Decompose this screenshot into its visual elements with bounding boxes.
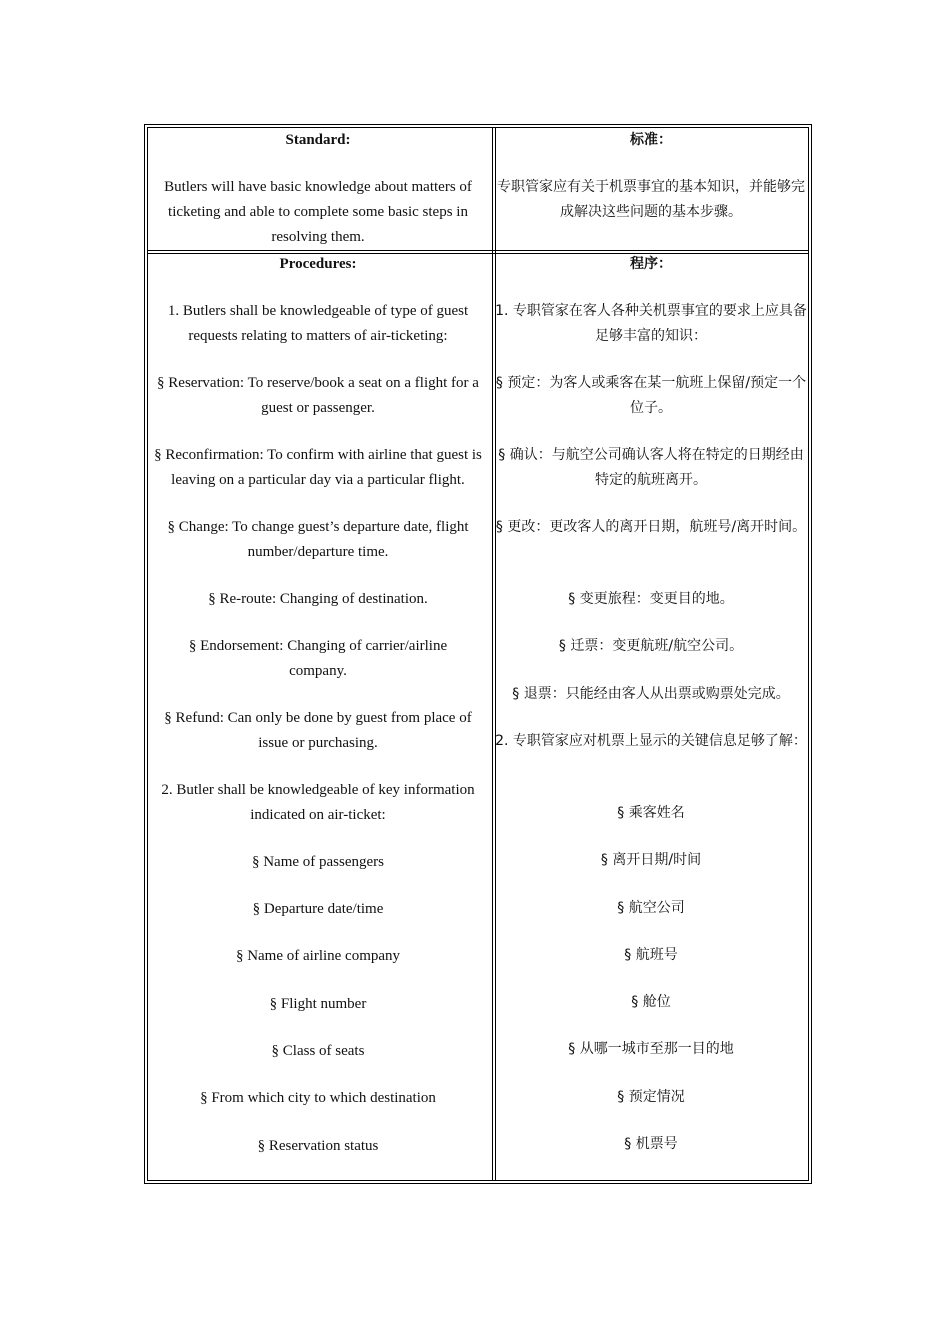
- procedure-zh-item: § 更改：更改客人的离开日期，航班号/离开时间。: [495, 519, 807, 535]
- procedure-zh-item: § 从哪一城市至那一目的地: [568, 1041, 734, 1057]
- procedure-zh-item: § 预定情况: [617, 1089, 685, 1105]
- procedure-en-item: § From which city to which destination: [200, 1090, 436, 1106]
- procedure-zh-item: 1. 专职管家在客人各种关机票事宜的要求上应具备足够丰富的知识：: [495, 303, 807, 344]
- procedure-en-item: § Endorsement: Changing of carrier/airline company.: [188, 638, 448, 679]
- standard-heading-en: Standard:: [285, 132, 351, 148]
- procedure-zh-item: § 机票号: [624, 1136, 678, 1152]
- procedure-zh-item: § 航空公司: [617, 900, 685, 916]
- procedure-en-item: § Class of seats: [271, 1043, 365, 1059]
- procedure-zh-item: § 确认：与航空公司确认客人将在特定的日期经由特定的航班离开。: [498, 447, 804, 488]
- procedure-zh-item: § 乘客姓名: [617, 805, 685, 821]
- standard-text-en: Butlers will have basic knowledge about matters of ticketing and able to complete some basic steps in resolving them.: [164, 179, 472, 245]
- procedure-en-item: § Reconfirmation: To confirm with airline that guest is leaving on a particular day via a particular flight.: [154, 447, 482, 488]
- procedure-en-item: § Reservation status: [257, 1138, 379, 1154]
- procedure-en-item: § Change: To change guest’s departure date, flight number/departure time.: [167, 519, 469, 560]
- procedure-en-item: § Reservation: To reserve/book a seat on a flight for a guest or passenger.: [157, 375, 479, 416]
- procedures-heading-en: Procedures:: [279, 256, 357, 272]
- procedure-zh-item: § 航班号: [624, 947, 678, 963]
- procedure-en-item: 2. Butler shall be knowledgeable of key information indicated on air-ticket:: [161, 782, 475, 823]
- row-divider: [148, 250, 808, 251]
- procedures-heading-zh: 程序：: [630, 256, 672, 272]
- procedure-zh-item: § 离开日期/时间: [600, 852, 702, 868]
- procedure-en-item: § Refund: Can only be done by guest from place of issue or purchasing.: [164, 710, 472, 751]
- standard-text-zh: 专职管家应有关于机票事宜的基本知识，并能够完成解决这些问题的基本步骤。: [497, 179, 805, 220]
- procedure-en-item: § Departure date/time: [252, 901, 384, 917]
- procedure-en-item: 1. Butlers shall be knowledgeable of type of guest requests relating to matters of air-ticketing:: [167, 303, 469, 344]
- procedure-zh-item: 2. 专职管家应对机票上显示的关键信息足够了解：: [495, 733, 807, 749]
- procedure-en-item: § Flight number: [269, 996, 367, 1012]
- procedure-en-item: § Name of passengers: [251, 854, 385, 870]
- procedure-zh-item: § 预定：为客人或乘客在某一航班上保留/预定一个位子。: [495, 375, 807, 416]
- procedure-zh-item: § 迁票：变更航班/航空公司。: [558, 638, 744, 654]
- standard-heading-zh: 标准：: [630, 132, 672, 148]
- procedure-zh-item: § 舱位: [631, 994, 671, 1010]
- procedure-zh-item: § 变更旅程：变更目的地。: [568, 591, 734, 607]
- procedure-en-item: § Name of airline company: [235, 948, 401, 964]
- procedure-en-item: § Re-route: Changing of destination.: [208, 591, 428, 607]
- procedure-zh-item: § 退票：只能经由客人从出票或购票处完成。: [512, 686, 790, 702]
